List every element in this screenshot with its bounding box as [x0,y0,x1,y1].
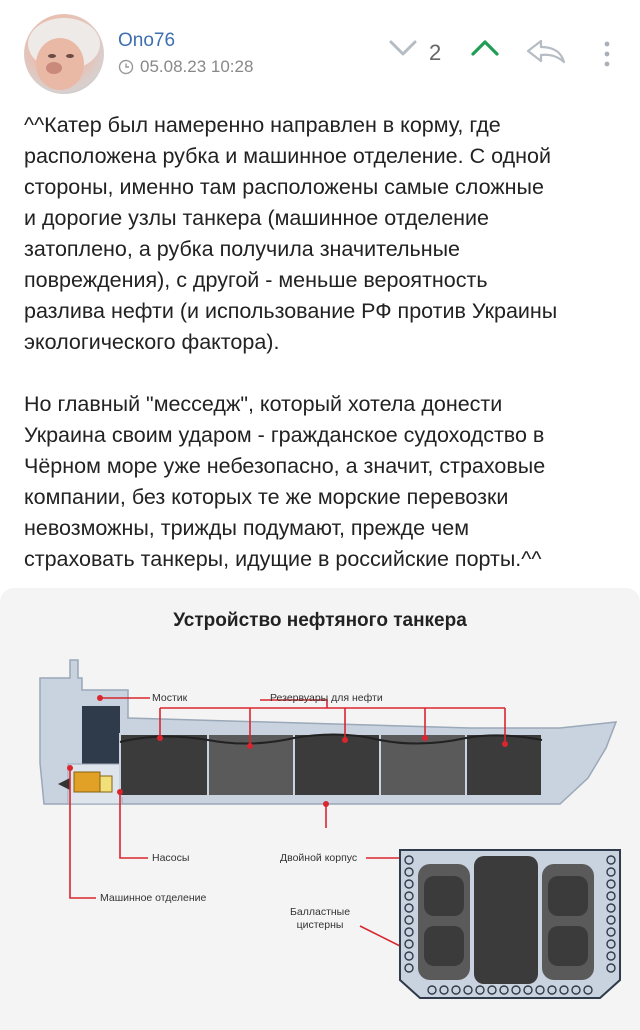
bridge-block [82,706,120,764]
reply-button[interactable] [524,36,568,71]
reply-arrow-icon [524,36,568,66]
oil-tanks [120,734,542,796]
comment-paragraph: ^^Катер был намеренно направлен в корму, где расположена рубка и машинное отделение. С одной стороны, именно там расположены самые сложные и дорогие узлы танкера (машинное отделение затоплено, а рубка получила значительные повреждения), с другой - меньше вероятность разлива нефти (и использование РФ против Украины экологического фактора). [24,113,558,354]
comment-paragraph: Но главный "месседж", который хотела донести Украина своим ударом - гражданское судоходство в Чёрном море уже небезопасно, а значит, страховые компании, без которых те же морские перевозки невозможны, трижды подумают, прежде чем страховать танкеры, идущие в российские порты.^^ [24,392,546,571]
comment-body [24,110,624,575]
diagram-title: Устройство нефтяного танкера [173,610,467,631]
vote-count: 2 [429,40,442,65]
downvote-button[interactable] [388,38,418,58]
label-double-hull: Двойной корпус [280,852,358,864]
chevron-up-icon [470,38,500,58]
label-bridge: Мостик [152,692,188,704]
pump-unit [74,772,100,792]
clock-icon [118,59,134,75]
comment-header [0,0,640,100]
chevron-down-icon [388,38,418,58]
tanker-diagram[interactable] [0,588,640,1030]
label-pumps: Насосы [152,852,190,864]
more-vertical-icon [602,40,612,68]
tanker-illustration [0,588,640,1030]
timestamp: 05.08.23 10:28 [140,57,254,76]
avatar-image [24,14,104,94]
hull-cross-section [400,850,620,998]
more-menu-button[interactable] [602,40,612,73]
upvote-button[interactable] [470,38,500,58]
label-oil-tanks: Резервуары для нефти [270,692,383,704]
pump-unit-2 [100,776,112,792]
label-engine-room: Машинное отделение [100,892,207,904]
username[interactable]: Ono76 [118,30,176,51]
label-ballast-tanks: Балластные цистерны [290,906,351,931]
post-time [118,57,253,77]
avatar[interactable] [24,14,104,94]
